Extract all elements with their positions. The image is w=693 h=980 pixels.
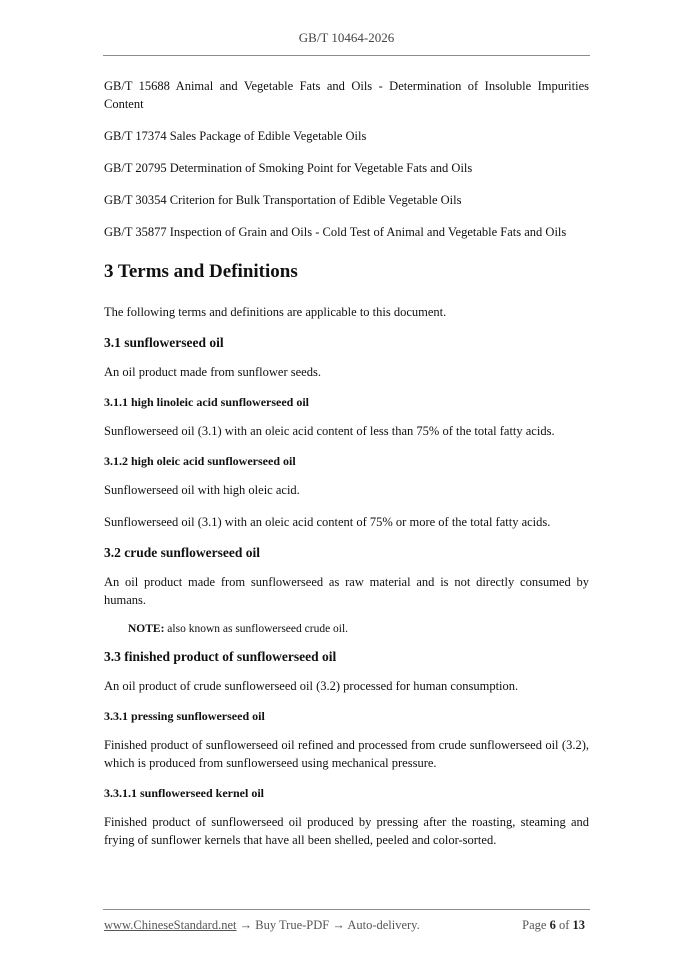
term-heading: 3.2 crude sunflowerseed oil [104, 545, 260, 560]
footer-left [104, 918, 420, 932]
standard-code: GB/T 10464-2026 [298, 30, 395, 45]
arrow-icon: → [332, 918, 345, 932]
header-divider [103, 55, 590, 56]
page-number [522, 918, 585, 933]
reference-item: GB/T 15688 Animal and Vegetable Fats and Oils - Determination of Insoluble Impurities Content [104, 79, 589, 111]
term-definition: An oil product made from sunflower seeds. [104, 365, 321, 379]
document-body [104, 77, 589, 863]
term-definition: Sunflowerseed oil (3.1) with an oleic acid content of less than 75% of the total fatty acids. [104, 424, 555, 438]
footer-divider [103, 909, 590, 910]
term-definition: Finished product of sunflowerseed oil produced by pressing after the roasting, steaming and frying of sunflower kernels that have all been shelled, peeled and color-sorted. [104, 815, 589, 847]
page-label: Page [522, 918, 547, 932]
term-heading: 3.1.2 high oleic acid sunflowerseed oil [104, 454, 296, 468]
section-intro: The following terms and definitions are applicable to this document. [104, 305, 447, 319]
term-heading: 3.3.1 pressing sunflowerseed oil [104, 709, 265, 723]
website-link[interactable]: www.ChineseStandard.net [104, 918, 237, 932]
term-heading: 3.3.1.1 sunflowerseed kernel oil [104, 786, 264, 800]
total-pages: 13 [572, 918, 585, 932]
page-footer [104, 918, 589, 933]
term-heading: 3.1.1 high linoleic acid sunflowerseed oil [104, 395, 310, 409]
term-definition: Finished product of sunflowerseed oil refined and processed from crude sunflowerseed oil (3.2), which is produced from sunflowerseed using mechanical pressure. [104, 738, 589, 770]
term-heading: 3.1 sunflowerseed oil [104, 335, 224, 350]
reference-item: GB/T 30354 Criterion for Bulk Transportation of Edible Vegetable Oils [104, 193, 462, 207]
reference-item: GB/T 35877 Inspection of Grain and Oils - Cold Test of Animal and Vegetable Fats and Oils [104, 225, 567, 239]
section-title: 3 Terms and Definitions [104, 261, 298, 282]
delivery-text: Auto-delivery. [347, 918, 420, 932]
term-definition: Sunflowerseed oil (3.1) with an oleic acid content of 75% or more of the total fatty acids. [104, 515, 551, 529]
buy-text: Buy True-PDF [255, 918, 330, 932]
note-label: NOTE: [128, 623, 165, 635]
page-header [103, 30, 590, 46]
reference-item: GB/T 17374 Sales Package of Edible Vegetable Oils [104, 129, 367, 143]
of-label: of [558, 918, 570, 932]
arrow-icon: → [239, 918, 253, 932]
note [128, 623, 589, 635]
term-heading: 3.3 finished product of sunflowerseed oil [104, 649, 337, 664]
reference-item: GB/T 20795 Determination of Smoking Point for Vegetable Fats and Oils [104, 161, 473, 175]
note-text: also known as sunflowerseed crude oil. [164, 623, 349, 635]
term-definition: An oil product of crude sunflowerseed oil (3.2) processed for human consumption. [104, 679, 519, 693]
term-definition: An oil product made from sunflowerseed as raw material and is not directly consumed by humans. [104, 575, 589, 607]
term-definition: Sunflowerseed oil with high oleic acid. [104, 483, 300, 497]
current-page: 6 [549, 918, 556, 932]
